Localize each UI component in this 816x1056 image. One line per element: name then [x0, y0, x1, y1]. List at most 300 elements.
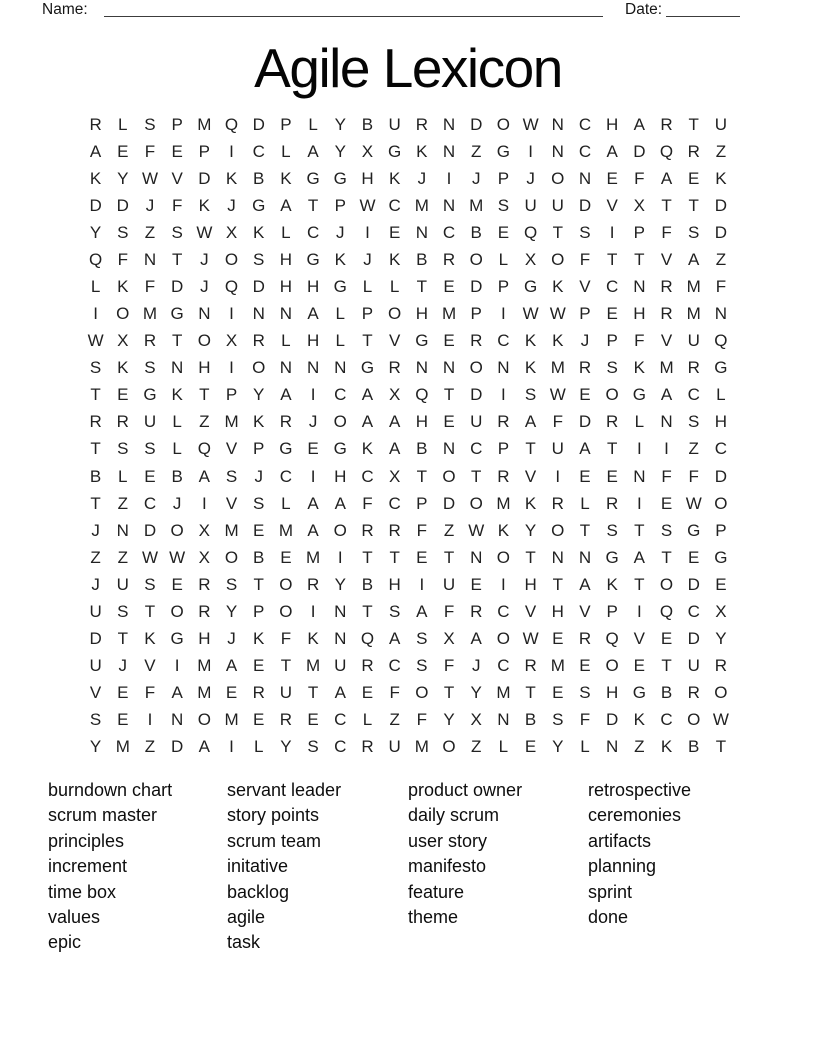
grid-letter: H	[524, 574, 537, 594]
grid-letter: E	[117, 710, 129, 730]
grid-letter: D	[116, 195, 129, 215]
grid-letter: X	[361, 141, 374, 161]
grid-letter: O	[551, 249, 565, 269]
grid-letter: R	[89, 412, 102, 432]
grid-letter: L	[281, 141, 291, 161]
grid-letter: L	[281, 331, 291, 351]
grid-letter: I	[310, 601, 316, 621]
grid-letter: A	[334, 683, 346, 703]
grid-letter: E	[470, 574, 482, 594]
grid-letter: J	[471, 656, 481, 676]
grid-letter: P	[497, 168, 510, 188]
grid-letter: F	[634, 331, 645, 351]
grid-letter: S	[117, 222, 129, 242]
word-list-column	[588, 778, 691, 930]
grid-letter: K	[633, 710, 646, 730]
word-list-column	[48, 778, 172, 956]
grid-letter: R	[687, 141, 700, 161]
grid-letter: V	[579, 277, 591, 296]
grid-letter: N	[633, 466, 646, 486]
grid-letter: S	[606, 358, 618, 378]
grid-letter: N	[143, 249, 157, 269]
grid-letter: T	[552, 222, 563, 242]
word-list-item: principles	[48, 830, 125, 851]
grid-letter: T	[443, 547, 455, 567]
grid-letter: N	[578, 547, 592, 567]
grid-letter: M	[197, 683, 212, 703]
grid-letter: P	[253, 439, 265, 459]
grid-letter: D	[198, 168, 211, 188]
grid-letter: O	[116, 304, 130, 324]
grid-letter: E	[579, 466, 591, 486]
grid-letter: P	[280, 114, 292, 134]
grid-letter: T	[362, 601, 373, 621]
grid-letter: T	[634, 520, 645, 540]
grid-letter: T	[552, 574, 563, 594]
grid-letter: M	[224, 520, 239, 540]
grid-letter: V	[524, 601, 537, 621]
grid-letter: U	[687, 331, 700, 351]
grid-letter: G	[252, 195, 266, 215]
grid-letter: I	[310, 385, 316, 405]
grid-letter: S	[171, 222, 183, 242]
grid-letter: C	[334, 737, 347, 757]
grid-letter: E	[660, 629, 673, 649]
grid-letter: Z	[715, 249, 727, 269]
grid-letter: M	[550, 656, 565, 676]
grid-letter: W	[712, 710, 729, 730]
grid-letter: I	[174, 656, 180, 676]
grid-letter: E	[552, 629, 564, 649]
grid-letter: W	[549, 385, 566, 405]
grid-letter: L	[389, 277, 400, 296]
grid-letter: U	[334, 656, 347, 676]
grid-letter: G	[388, 141, 402, 161]
grid-letter: H	[606, 114, 619, 134]
grid-letter: G	[415, 331, 429, 351]
grid-letter: M	[224, 710, 239, 730]
grid-letter: R	[252, 683, 265, 703]
grid-letter: E	[117, 385, 129, 405]
grid-letter: Q	[197, 439, 211, 459]
grid-letter: A	[334, 493, 346, 513]
grid-letter: E	[388, 222, 401, 242]
grid-letter: Z	[634, 737, 645, 757]
grid-letter: J	[580, 331, 590, 351]
grid-letter: O	[170, 601, 184, 621]
grid-letter: U	[551, 439, 564, 459]
grid-letter: D	[714, 195, 728, 215]
grid-letter: G	[632, 385, 646, 405]
grid-letter: P	[606, 601, 618, 621]
grid-letter: R	[497, 412, 510, 432]
grid-letter: V	[171, 168, 183, 188]
grid-letter: F	[144, 141, 156, 161]
grid-letter: P	[497, 439, 510, 459]
grid-letter: N	[334, 358, 347, 378]
grid-letter: K	[606, 574, 618, 594]
grid-letter: W	[522, 304, 539, 324]
word-search-grid	[82, 111, 735, 761]
grid-letter: B	[416, 249, 428, 269]
word-list-column	[227, 778, 341, 956]
grid-letter: D	[143, 520, 157, 540]
grid-letter: D	[252, 277, 265, 296]
grid-letter: B	[524, 710, 537, 730]
grid-letter: Z	[90, 547, 101, 567]
grid-letter: R	[714, 656, 728, 676]
grid-letter: O	[252, 358, 266, 378]
grid-letter: E	[253, 520, 265, 540]
grid-letter: M	[414, 737, 429, 757]
grid-letter: Q	[659, 601, 674, 621]
grid-letter: R	[279, 710, 293, 730]
grid-letter: L	[498, 737, 509, 757]
grid-letter: D	[442, 493, 456, 513]
grid-letter: H	[388, 574, 401, 594]
word-list-item: feature	[408, 881, 465, 902]
grid-letter: O	[279, 574, 293, 594]
grid-letter: L	[335, 331, 346, 351]
grid-letter: Y	[89, 737, 102, 757]
grid-letter: T	[171, 331, 183, 351]
grid-letter: A	[579, 439, 591, 459]
word-list-item: theme	[408, 907, 459, 928]
grid-letter: E	[361, 683, 374, 703]
grid-letter: P	[633, 222, 646, 242]
grid-letter: E	[253, 710, 265, 730]
grid-letter: Q	[714, 331, 728, 351]
grid-letter: V	[89, 683, 102, 703]
word-list-item: increment	[48, 856, 128, 877]
grid-letter: M	[496, 493, 511, 513]
grid-letter: Z	[688, 439, 699, 459]
grid-letter: T	[90, 493, 101, 513]
grid-letter: C	[714, 439, 728, 459]
grid-letter: E	[443, 331, 455, 351]
grid-letter: B	[416, 439, 428, 459]
grid-letter: U	[524, 195, 537, 215]
grid-letter: S	[579, 683, 591, 703]
grid-letter: Y	[334, 574, 346, 594]
grid-letter: O	[496, 629, 511, 649]
word-list-item: product owner	[408, 780, 523, 800]
grid-letter: Y	[89, 222, 102, 242]
grid-letter: W	[196, 222, 213, 242]
grid-letter: A	[660, 385, 673, 405]
grid-letter: T	[525, 439, 536, 459]
grid-letter: S	[416, 656, 428, 676]
grid-letter: F	[552, 412, 563, 432]
grid-letter: J	[200, 277, 209, 296]
grid-letter: F	[634, 168, 645, 188]
grid-letter: G	[496, 141, 511, 161]
grid-letter: I	[501, 385, 506, 405]
grid-letter: T	[715, 737, 727, 757]
grid-letter: D	[578, 412, 592, 432]
grid-letter: C	[334, 710, 347, 730]
grid-letter: O	[279, 601, 293, 621]
word-list-item: agile	[227, 907, 266, 928]
grid-letter: H	[279, 277, 293, 296]
grid-letter: I	[636, 493, 642, 513]
grid-letter: F	[416, 520, 428, 540]
grid-letter: H	[279, 249, 293, 269]
grid-letter: T	[307, 683, 319, 703]
grid-letter: K	[171, 385, 183, 405]
grid-letter: E	[552, 683, 564, 703]
grid-letter: T	[90, 385, 101, 405]
grid-letter: K	[524, 358, 537, 378]
grid-letter: R	[415, 114, 428, 134]
grid-letter: T	[144, 601, 156, 621]
grid-letter: O	[469, 358, 483, 378]
grid-letter: E	[117, 141, 129, 161]
grid-letter: E	[253, 656, 265, 676]
grid-letter: S	[144, 114, 156, 134]
grid-letter: M	[441, 304, 457, 324]
grid-letter: V	[524, 466, 537, 486]
grid-letter: M	[197, 656, 212, 676]
grid-letter: W	[522, 114, 539, 134]
grid-letter: P	[253, 601, 265, 621]
grid-letter: T	[579, 520, 591, 540]
grid-letter: A	[579, 574, 591, 594]
grid-letter: Y	[470, 683, 482, 703]
grid-letter: S	[579, 222, 591, 242]
grid-letter: N	[497, 358, 510, 378]
grid-letter: S	[388, 601, 401, 621]
grid-letter: G	[279, 439, 293, 459]
grid-letter: E	[715, 574, 727, 594]
grid-letter: W	[549, 304, 566, 324]
grid-letter: E	[524, 737, 537, 757]
grid-letter: K	[388, 168, 401, 188]
grid-letter: A	[280, 385, 292, 405]
grid-letter: A	[307, 520, 319, 540]
grid-letter: Z	[443, 520, 455, 540]
grid-letter: M	[469, 195, 484, 215]
grid-letter: X	[633, 195, 646, 215]
grid-letter: I	[419, 574, 425, 594]
grid-letter: I	[310, 466, 316, 486]
grid-letter: K	[253, 412, 265, 432]
grid-letter: L	[308, 114, 318, 134]
grid-letter: E	[443, 277, 455, 296]
grid-letter: O	[551, 168, 565, 188]
grid-letter: A	[606, 141, 618, 161]
grid-letter: E	[443, 412, 455, 432]
grid-letter: I	[229, 358, 234, 378]
word-list-item: planning	[588, 856, 657, 877]
grid-letter: A	[361, 412, 374, 432]
grid-letter: H	[633, 304, 646, 324]
grid-letter: F	[171, 195, 183, 215]
grid-letter: D	[171, 737, 184, 757]
grid-letter: K	[307, 629, 319, 649]
grid-letter: S	[253, 249, 265, 269]
grid-letter: D	[470, 277, 483, 296]
grid-letter: M	[142, 304, 158, 324]
grid-letter: S	[144, 439, 156, 459]
grid-letter: T	[171, 249, 183, 269]
grid-letter: F	[389, 683, 400, 703]
grid-letter: C	[470, 439, 483, 459]
grid-letter: Y	[552, 737, 564, 757]
grid-letter: D	[89, 629, 102, 649]
grid-letter: V	[660, 249, 673, 269]
grid-letter: V	[660, 331, 673, 351]
grid-letter: M	[496, 683, 511, 703]
grid-letter: F	[688, 466, 699, 486]
grid-letter: K	[552, 277, 564, 296]
grid-letter: A	[416, 601, 428, 621]
grid-letter: D	[89, 195, 102, 215]
grid-letter: K	[253, 629, 265, 649]
grid-letter: S	[552, 710, 564, 730]
grid-letter: R	[687, 683, 700, 703]
grid-letter: S	[660, 520, 673, 540]
grid-letter: Y	[280, 737, 292, 757]
word-list-item: burndown chart	[48, 780, 173, 800]
grid-letter: N	[470, 547, 483, 567]
grid-letter: X	[225, 331, 238, 351]
grid-letter: I	[555, 466, 561, 486]
grid-letter: E	[171, 141, 183, 161]
grid-letter: G	[170, 629, 184, 649]
grid-letter: R	[198, 574, 211, 594]
grid-letter: D	[606, 710, 619, 730]
grid-letter: K	[361, 439, 374, 459]
grid-letter: T	[117, 629, 128, 649]
grid-letter: I	[147, 710, 153, 730]
grid-letter: L	[716, 385, 726, 405]
grid-letter: N	[442, 114, 456, 134]
grid-letter: N	[442, 141, 456, 161]
grid-letter: T	[606, 439, 618, 459]
grid-letter: F	[362, 493, 373, 513]
grid-letter: A	[388, 629, 401, 649]
grid-letter: Y	[524, 520, 537, 540]
grid-letter: A	[198, 737, 211, 757]
grid-letter: F	[715, 277, 727, 296]
grid-letter: S	[225, 466, 238, 486]
grid-letter: E	[688, 547, 700, 567]
grid-letter: T	[661, 656, 672, 676]
grid-letter: O	[605, 385, 619, 405]
grid-letter: R	[442, 249, 456, 269]
grid-letter: S	[524, 385, 537, 405]
grid-letter: J	[308, 412, 318, 432]
grid-letter: G	[333, 168, 347, 188]
grid-letter: F	[443, 601, 455, 621]
grid-letter: M	[659, 358, 674, 378]
grid-letter: U	[470, 412, 483, 432]
word-list-item: retrospective	[588, 780, 692, 800]
grid-letter: W	[169, 547, 186, 567]
grid-letter: O	[388, 304, 402, 324]
grid-letter: V	[606, 195, 618, 215]
grid-letter: R	[89, 114, 102, 134]
grid-letter: R	[279, 412, 293, 432]
grid-letter: N	[171, 358, 184, 378]
grid-letter: G	[333, 439, 347, 459]
grid-letter: N	[714, 304, 728, 324]
word-list-item: values	[48, 907, 101, 928]
grid-letter: M	[686, 304, 701, 324]
grid-letter: O	[197, 710, 211, 730]
grid-letter: D	[470, 114, 483, 134]
grid-letter: A	[388, 439, 401, 459]
grid-letter: Z	[117, 493, 128, 513]
grid-letter: O	[469, 249, 483, 269]
grid-letter: Q	[88, 249, 103, 269]
grid-letter: H	[198, 358, 211, 378]
grid-letter: T	[389, 547, 400, 567]
grid-letter: O	[605, 656, 619, 676]
grid-letter: A	[307, 493, 319, 513]
grid-letter: E	[117, 683, 129, 703]
grid-letter: Z	[117, 547, 128, 567]
grid-letter: E	[307, 439, 319, 459]
grid-letter: A	[307, 141, 319, 161]
name-blank-line	[104, 0, 603, 17]
grid-letter: O	[496, 114, 511, 134]
grid-letter: K	[117, 358, 129, 378]
grid-letter: L	[172, 439, 182, 459]
grid-letter: J	[227, 629, 236, 649]
grid-letter: C	[279, 466, 293, 486]
grid-letter: S	[89, 358, 102, 378]
grid-letter: Y	[253, 385, 265, 405]
grid-letter: L	[118, 466, 128, 486]
grid-letter: S	[144, 358, 156, 378]
grid-letter: O	[224, 249, 239, 269]
grid-letter: B	[361, 114, 374, 134]
grid-letter: H	[334, 466, 347, 486]
grid-letter: P	[497, 277, 510, 296]
date-label: Date:	[625, 1, 663, 18]
grid-letter: H	[551, 601, 564, 621]
grid-letter: S	[225, 574, 238, 594]
grid-letter: L	[172, 412, 182, 432]
grid-letter: I	[201, 493, 207, 513]
grid-letter: O	[496, 547, 511, 567]
grid-letter: T	[634, 249, 645, 269]
grid-letter: N	[334, 629, 347, 649]
grid-letter: V	[579, 601, 591, 621]
grid-letter: K	[280, 168, 292, 188]
grid-letter: G	[143, 385, 157, 405]
grid-letter: L	[253, 737, 264, 757]
grid-letter: E	[660, 493, 673, 513]
grid-letter: D	[714, 222, 728, 242]
grid-letter: H	[415, 412, 428, 432]
grid-letter: H	[361, 168, 374, 188]
grid-letter: J	[91, 574, 100, 594]
grid-letter: N	[442, 195, 456, 215]
grid-letter: F	[117, 249, 128, 269]
grid-letter: K	[660, 737, 673, 757]
grid-letter: I	[446, 168, 452, 188]
grid-letter: E	[144, 466, 156, 486]
grid-letter: Q	[224, 114, 239, 134]
word-list-column	[408, 778, 522, 930]
grid-letter: E	[280, 547, 292, 567]
grid-letter: S	[144, 574, 156, 594]
grid-letter: L	[335, 304, 346, 324]
grid-letter: N	[497, 710, 510, 730]
